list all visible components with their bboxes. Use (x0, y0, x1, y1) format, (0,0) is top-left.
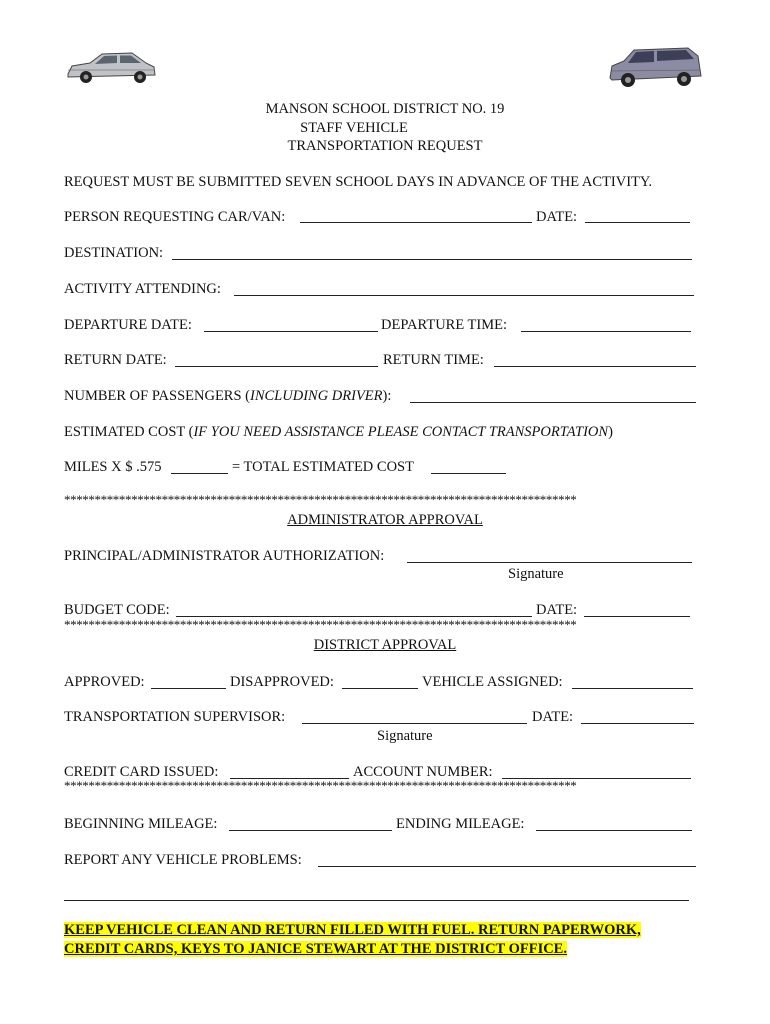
approved-label: APPROVED: (64, 674, 145, 690)
request-date-label: DATE: (536, 209, 578, 225)
passengers-input[interactable] (410, 388, 696, 403)
total-cost-label: = TOTAL ESTIMATED COST (232, 459, 414, 475)
credit-card-input[interactable] (230, 764, 349, 779)
budget-code-input[interactable] (176, 602, 532, 617)
ending-mileage-input[interactable] (536, 816, 692, 831)
return-time-input[interactable] (494, 352, 696, 367)
return-date-label: RETURN DATE: (64, 352, 167, 368)
district-signature-caption: Signature (377, 728, 433, 744)
total-cost-input[interactable] (431, 459, 506, 474)
form-subtitle: STAFF VEHICLE (300, 120, 408, 136)
departure-date-input[interactable] (204, 317, 378, 332)
request-date-input[interactable] (585, 208, 690, 223)
separator: ************************************************************************************ (64, 779, 577, 793)
district-approval-heading: DISTRICT APPROVAL (313, 637, 457, 653)
vehicle-problems-label: REPORT ANY VEHICLE PROBLEMS: (64, 852, 302, 868)
beginning-mileage-input[interactable] (229, 816, 392, 831)
departure-time-input[interactable] (521, 317, 691, 332)
supervisor-signature-input[interactable] (302, 709, 527, 724)
estimated-cost-label: ESTIMATED COST (IF YOU NEED ASSISTANCE PLEASE CONTACT TRANSPORTATION) (64, 424, 613, 440)
budget-date-input[interactable] (584, 602, 690, 617)
destination-label: DESTINATION: (64, 245, 164, 261)
destination-input[interactable] (172, 245, 692, 260)
admin-signature-caption: Signature (508, 566, 564, 582)
vehicle-problems-input-continued[interactable] (64, 886, 689, 901)
disapproved-label: DISAPPROVED: (230, 674, 334, 690)
activity-label: ACTIVITY ATTENDING: (64, 281, 221, 297)
departure-date-label: DEPARTURE DATE: (64, 317, 192, 333)
budget-code-label: BUDGET CODE: (64, 602, 170, 618)
ending-mileage-label: ENDING MILEAGE: (396, 816, 525, 832)
supervisor-date-label: DATE: (532, 709, 574, 725)
miles-rate-label: MILES X $ .575 (64, 459, 162, 475)
return-date-input[interactable] (175, 352, 378, 367)
miles-input[interactable] (171, 459, 228, 474)
admin-approval-heading: ADMINISTRATOR APPROVAL (287, 512, 483, 528)
vehicle-assigned-input[interactable] (572, 674, 693, 689)
district-name: MANSON SCHOOL DISTRICT NO. 19 (265, 101, 505, 117)
advance-notice: REQUEST MUST BE SUBMITTED SEVEN SCHOOL DAYS IN ADVANCE OF THE ACTIVITY. (64, 174, 653, 190)
person-requesting-label: PERSON REQUESTING CAR/VAN: (64, 209, 286, 225)
passengers-label: NUMBER OF PASSENGERS (INCLUDING DRIVER): (64, 388, 392, 404)
supervisor-label: TRANSPORTATION SUPERVISOR: (64, 709, 286, 725)
vehicle-problems-input[interactable] (318, 852, 696, 867)
minivan-icon (606, 42, 704, 92)
person-requesting-input[interactable] (300, 208, 532, 223)
form-title: TRANSPORTATION REQUEST (287, 138, 483, 154)
supervisor-date-input[interactable] (581, 709, 694, 724)
budget-date-label: DATE: (536, 602, 578, 618)
authorization-signature-input[interactable] (407, 548, 692, 563)
return-time-label: RETURN TIME: (383, 352, 484, 368)
credit-card-label: CREDIT CARD ISSUED: (64, 764, 219, 780)
vehicle-assigned-label: VEHICLE ASSIGNED: (422, 674, 563, 690)
separator: ************************************************************************************ (64, 493, 577, 507)
disapproved-input[interactable] (342, 674, 418, 689)
beginning-mileage-label: BEGINNING MILEAGE: (64, 816, 218, 832)
activity-input[interactable] (234, 281, 694, 296)
departure-time-label: DEPARTURE TIME: (381, 317, 508, 333)
return-instructions-line2: CREDIT CARDS, KEYS TO JANICE STEWART AT THE DISTRICT OFFICE. (64, 941, 567, 957)
authorization-label: PRINCIPAL/ADMINISTRATOR AUTHORIZATION: (64, 548, 385, 564)
sedan-icon (62, 46, 158, 88)
approved-input[interactable] (151, 674, 226, 689)
return-instructions-line1: KEEP VEHICLE CLEAN AND RETURN FILLED WITH FUEL. RETURN PAPERWORK, (64, 922, 641, 938)
account-number-input[interactable] (502, 764, 691, 779)
account-number-label: ACCOUNT NUMBER: (353, 764, 493, 780)
separator: ************************************************************************************ (64, 618, 577, 632)
